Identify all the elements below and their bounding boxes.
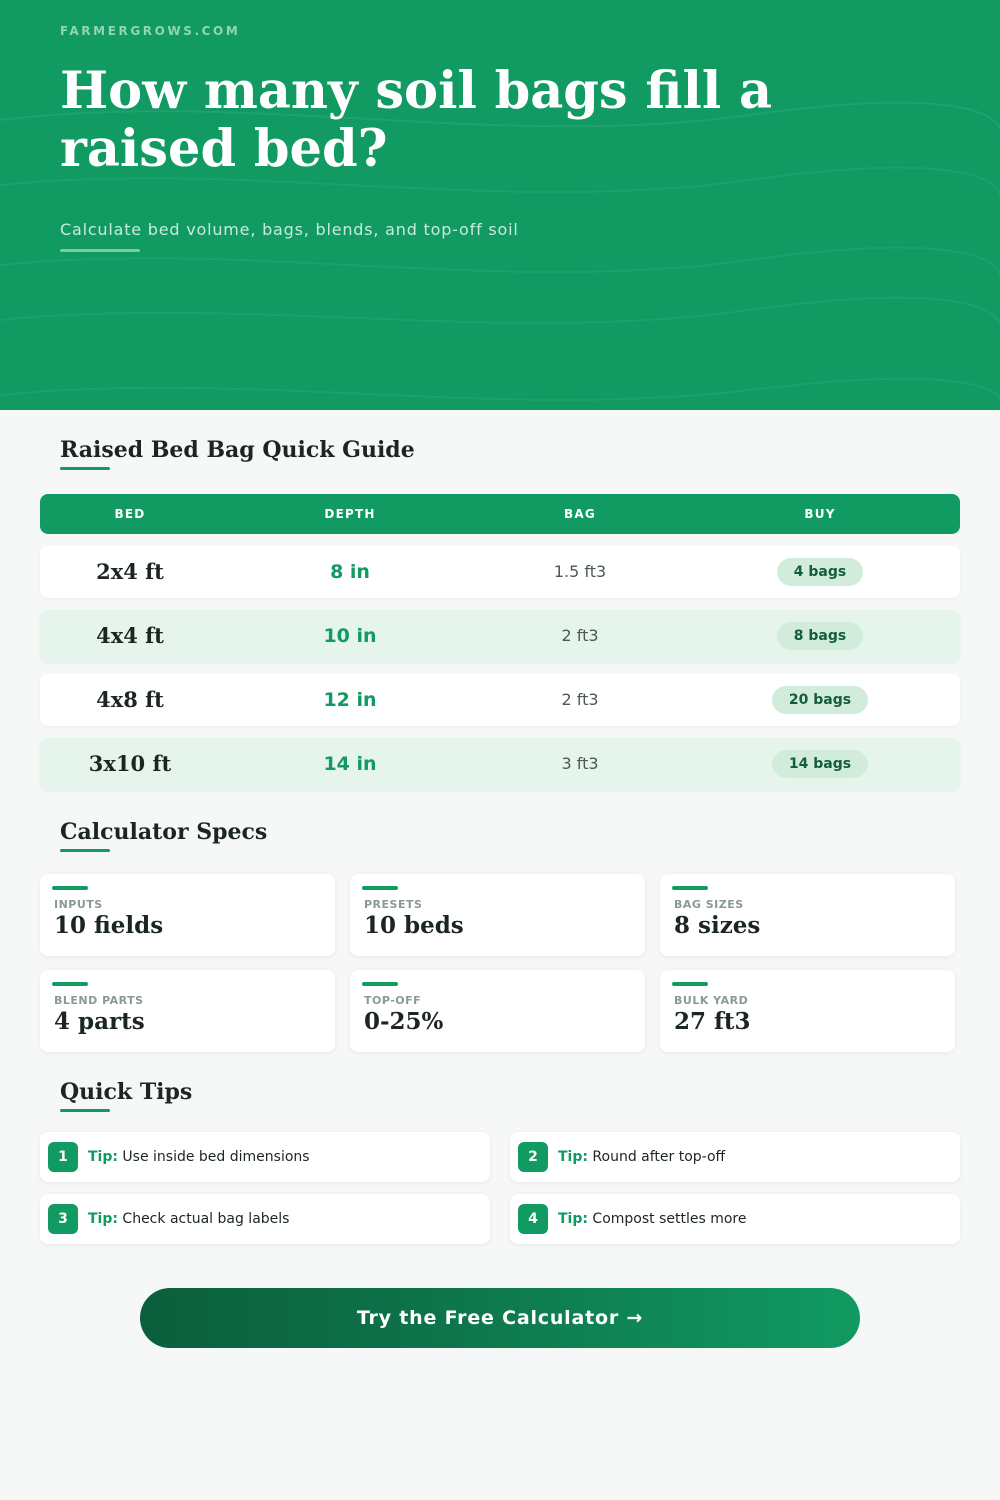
spec-label: BLEND PARTS <box>54 994 144 1007</box>
bed-depth: 8 in <box>330 561 370 583</box>
spec-value: 10 fields <box>54 912 164 939</box>
spec-card-bag-sizes <box>660 874 955 956</box>
bed-depth: 10 in <box>323 625 377 647</box>
header-depth: DEPTH <box>324 507 376 521</box>
specs-title-underline <box>60 849 110 852</box>
tip-prefix: Tip: <box>88 1211 118 1227</box>
bed-depth: 14 in <box>323 753 377 775</box>
table-row <box>40 610 960 662</box>
tip-item <box>40 1194 490 1244</box>
header-bed: BED <box>114 507 146 521</box>
table-row <box>40 546 960 598</box>
spec-value: 8 sizes <box>674 912 761 939</box>
tips-title-underline <box>60 1109 110 1112</box>
subtitle-underline <box>60 249 140 252</box>
header-bag: BAG <box>564 507 596 521</box>
spec-label: TOP-OFF <box>364 994 422 1007</box>
spec-label: INPUTS <box>54 898 103 911</box>
bag-size: 1.5 ft3 <box>553 562 607 581</box>
guide-table-header <box>40 494 960 534</box>
spec-card-bulk-yard <box>660 970 955 1052</box>
spec-card-blend-parts <box>40 970 335 1052</box>
spec-label: BAG SIZES <box>674 898 744 911</box>
buy-badge: 14 bags <box>772 750 868 778</box>
page-title: How many soil bags fill a raised bed? <box>60 61 773 179</box>
bed-size: 4x8 ft <box>96 687 164 712</box>
guide-title-underline <box>60 467 110 470</box>
header-buy: BUY <box>804 507 836 521</box>
bed-size: 4x4 ft <box>96 623 164 648</box>
free-calculator-button[interactable]: Try the Free Calculator → <box>140 1288 860 1348</box>
spec-card-presets <box>350 874 645 956</box>
spec-value: 27 ft3 <box>674 1008 751 1035</box>
tip-prefix: Tip: <box>558 1149 588 1165</box>
tip-text: Compost settles more <box>592 1211 747 1227</box>
spec-card-top-off <box>350 970 645 1052</box>
bed-size: 3x10 ft <box>88 751 172 776</box>
spec-label: PRESETS <box>364 898 423 911</box>
buy-badge: 8 bags <box>777 622 863 650</box>
card-accent <box>362 886 398 890</box>
tips-section-title: Quick Tips <box>60 1079 193 1105</box>
tip-prefix: Tip: <box>88 1149 118 1165</box>
tip-text: Use inside bed dimensions <box>122 1149 310 1165</box>
card-accent <box>672 886 708 890</box>
tip-item <box>40 1132 490 1182</box>
tip-number-badge: 4 <box>518 1204 548 1234</box>
tip-number-badge: 2 <box>518 1142 548 1172</box>
card-accent <box>52 886 88 890</box>
bed-size: 2x4 ft <box>96 559 164 584</box>
card-accent <box>672 982 708 986</box>
specs-section-title: Calculator Specs <box>60 819 268 845</box>
tip-text: Round after top-off <box>592 1149 726 1165</box>
tip-text: Check actual bag labels <box>122 1211 290 1227</box>
bag-size: 2 ft3 <box>561 690 599 709</box>
page-subtitle: Calculate bed volume, bags, blends, and top-off soil <box>60 220 519 239</box>
table-row <box>40 674 960 726</box>
tip-prefix: Tip: <box>558 1211 588 1227</box>
spec-label: BULK YARD <box>674 994 749 1007</box>
tip-item <box>510 1194 960 1244</box>
bag-size: 3 ft3 <box>561 754 599 773</box>
bed-depth: 12 in <box>323 689 377 711</box>
tip-number-badge: 3 <box>48 1204 78 1234</box>
spec-value: 4 parts <box>54 1008 145 1035</box>
site-brand: FARMERGROWS.COM <box>60 24 241 38</box>
tip-number-badge: 1 <box>48 1142 78 1172</box>
buy-badge: 4 bags <box>777 558 863 586</box>
card-accent <box>362 982 398 986</box>
table-row <box>40 738 960 790</box>
bag-size: 2 ft3 <box>561 626 599 645</box>
spec-value: 10 beds <box>364 912 464 939</box>
card-accent <box>52 982 88 986</box>
tip-item <box>510 1132 960 1182</box>
buy-badge: 20 bags <box>772 686 868 714</box>
guide-section-title: Raised Bed Bag Quick Guide <box>60 437 415 463</box>
spec-card-inputs <box>40 874 335 956</box>
hero-banner <box>0 0 1000 410</box>
spec-value: 0-25% <box>364 1008 444 1035</box>
